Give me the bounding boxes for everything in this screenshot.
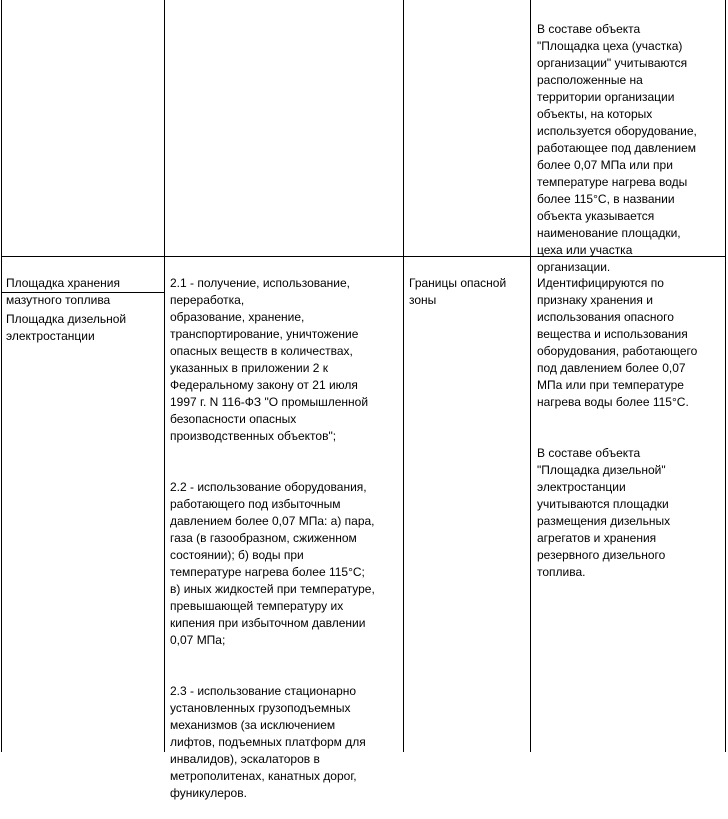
row1-note-text: В составе объекта "Площадка цеха (участка) организации" учитываются расположенные на территории организации объекты, на которых используется оборудование, работающее под давлением более 0,07 МПа или при температуре нагрева воды более 115°С, в названии объекта указывается наименование площадки, цеха или участка организации.	[537, 22, 697, 274]
boundaries-cell	[409, 258, 529, 309]
hazard-criterion-2-1: 2.1 - получение, использование, переработка, образование, хранение, транспортирование, уничтожение опасных веществ в количествах, указанных в приложении 2 к Федеральному закону от 21 июля 1997 г. N 116-ФЗ "О промышленной безопасности опасных производственных объектов";	[170, 276, 369, 443]
diesel-station-note: В составе объекта "Площадка дизельной" электростанции учитываются площадки размещения дизельных агрегатов и хранения резервного дизельного топлива.	[537, 446, 671, 579]
object-name-fuel-oil-storage: Площадка хранения мазутного топлива	[6, 276, 120, 307]
hazard-criterion-2-3: 2.3 - использование стационарно установленных грузоподъемных механизмов (за исключением лифтов, подъемных платформ для инвалидов), эскалаторов в метрополитенах, канатных дорог, фуникулеров.	[170, 684, 366, 800]
column-border-3	[530, 0, 531, 752]
row2-note-cell	[537, 258, 723, 598]
hazard-zone-boundaries: Границы опасной зоны	[409, 276, 507, 307]
column-border-left	[1, 0, 2, 752]
object-name-cell-b	[6, 294, 162, 345]
row1-note-cell	[537, 4, 723, 276]
hazard-criteria-cell	[170, 258, 402, 819]
column-border-1	[164, 0, 165, 752]
column-border-2	[403, 0, 404, 752]
column-border-right	[725, 0, 726, 752]
identification-note: Идентифицируются по признаку хранения и использования опасного вещества и использования оборудования, работающего под давлением более 0,07 МПа или при температуре нагрева воды более 115°С.	[537, 276, 698, 409]
hazard-criterion-2-2: 2.2 - использование оборудования, работающего под избыточным давлением более 0,07 МПа: а) пара, газа (в газообразном, сжиженном состоянии); б) воды при температуре нагрева более 115°С; в) иных жидкостей при температуре, превышающей температуру их кипения при избыточном давлении 0,07 МПа;	[170, 480, 375, 647]
object-name-diesel-power-station: Площадка дизельной электростанции	[6, 312, 127, 343]
